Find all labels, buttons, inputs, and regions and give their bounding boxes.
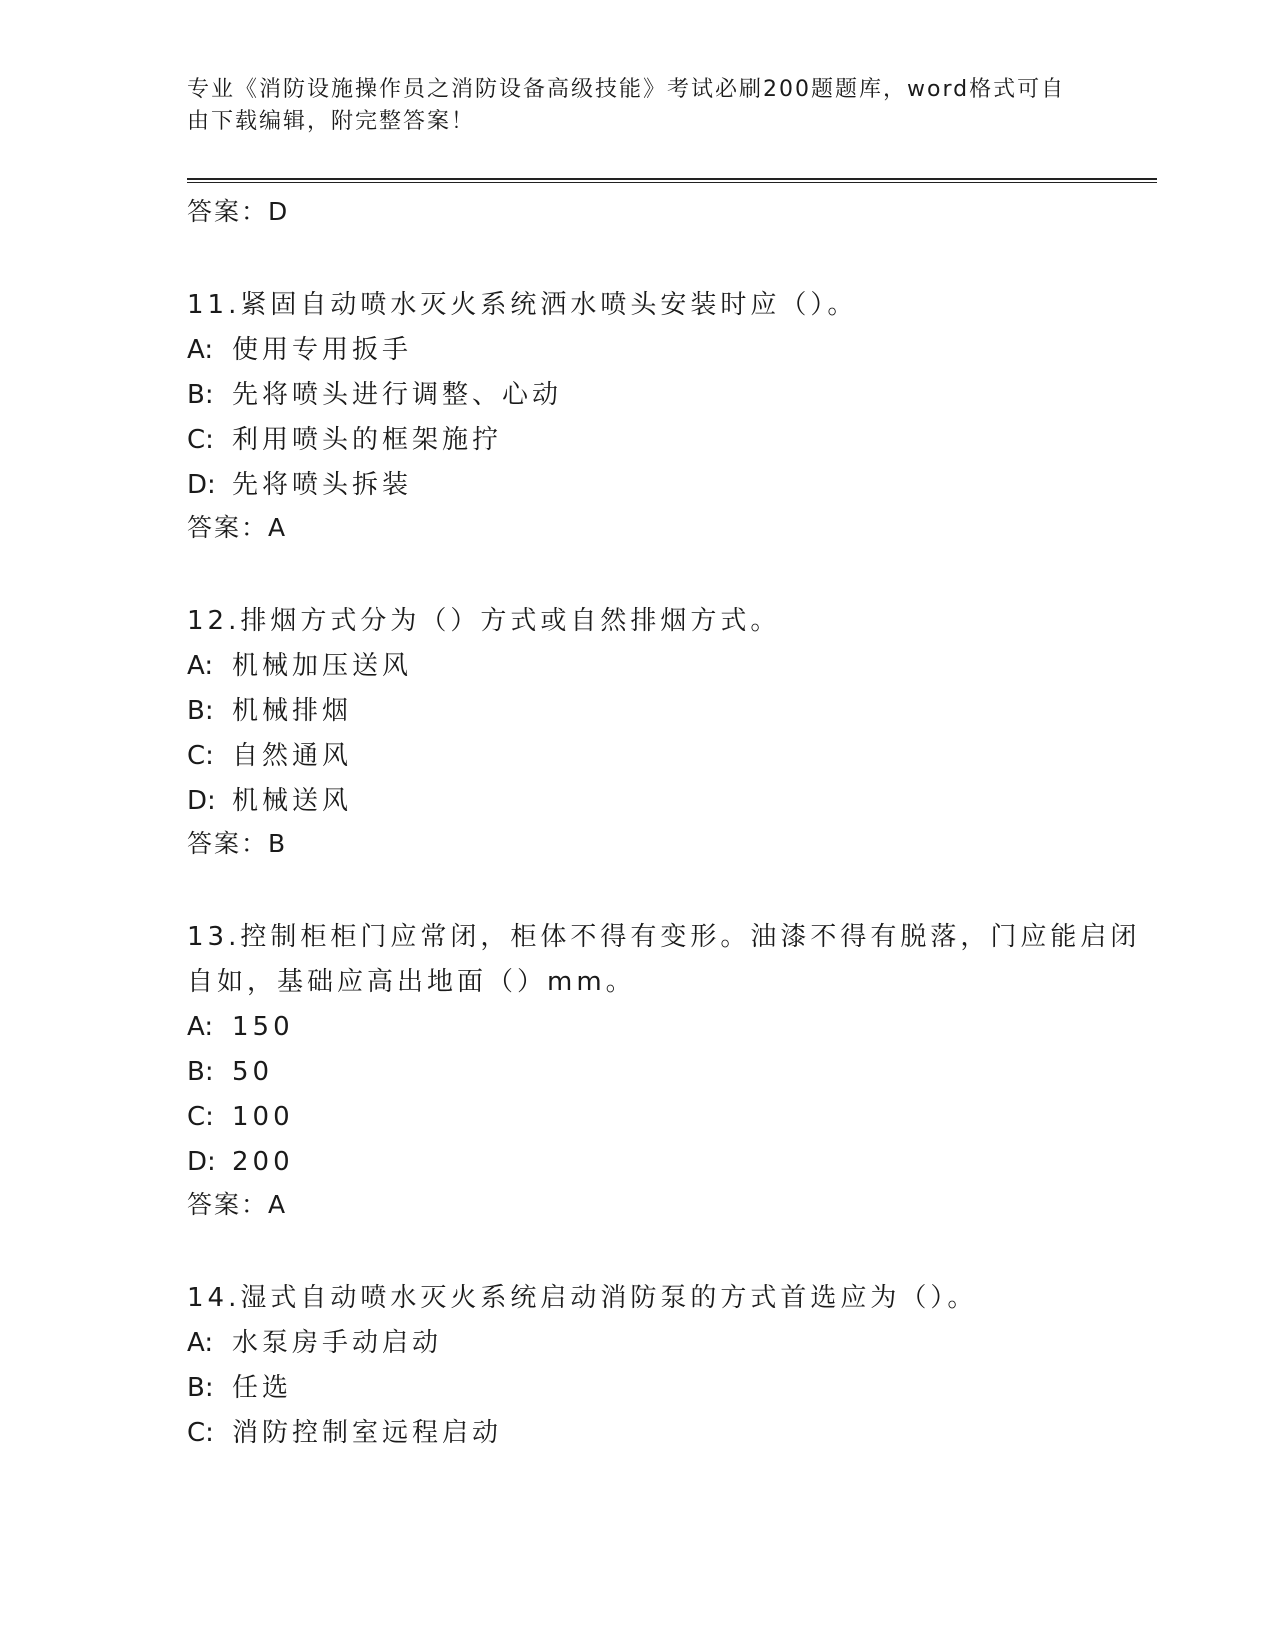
option-letter: D: (187, 470, 216, 500)
option-letter: D: (187, 786, 216, 816)
option-letter: D: (187, 1147, 216, 1177)
option-letter: B: (187, 1373, 214, 1403)
option-letter: A: (187, 1328, 214, 1358)
option-text: 机械加压送风 (232, 651, 413, 681)
question-item (187, 599, 1157, 864)
option-letter: A: (187, 651, 214, 681)
option-b (187, 689, 1157, 734)
option-text: 机械送风 (232, 786, 353, 816)
option-text: 自然通风 (232, 741, 353, 771)
option-letter: B: (187, 696, 214, 726)
option-text: 100 (232, 1102, 294, 1132)
option-b (187, 1366, 1157, 1411)
question-list (187, 192, 1157, 1456)
option-text: 使用专用扳手 (232, 335, 413, 365)
option-text: 消防控制室远程启动 (232, 1418, 503, 1448)
question-item (187, 1276, 1157, 1456)
option-letter: A: (187, 335, 214, 365)
answer-line: 答案：A (187, 513, 288, 542)
option-letter: C: (187, 1418, 214, 1448)
question-item (187, 283, 1157, 548)
answer-line: 答案：D (187, 197, 290, 226)
answer-line: 答案：B (187, 829, 288, 858)
option-text: 机械排烟 (232, 696, 353, 726)
option-letter: C: (187, 425, 214, 455)
option-text: 水泵房手动启动 (232, 1328, 443, 1358)
option-c (187, 1411, 1157, 1456)
question-stem: 11.紧固自动喷水灭火系统洒水喷头安装时应（）。 (187, 290, 858, 320)
question-item (187, 915, 1157, 1225)
question-stem: 12.排烟方式分为（）方式或自然排烟方式。 (187, 606, 781, 636)
option-a (187, 1321, 1157, 1366)
option-a (187, 1005, 1157, 1050)
option-letter: C: (187, 741, 214, 771)
option-b (187, 373, 1157, 418)
option-a (187, 328, 1157, 373)
question-stem: 14.湿式自动喷水灭火系统启动消防泵的方式首选应为（）。 (187, 1283, 978, 1313)
option-text: 50 (232, 1057, 274, 1087)
option-letter: A: (187, 1012, 214, 1042)
answer-line: 答案：A (187, 1190, 288, 1219)
option-text: 先将喷头进行调整、心动 (232, 380, 563, 410)
question-stem: 13.控制柜柜门应常闭，柜体不得有变形。油漆不得有脱落，门应能启闭自如，基础应高出地面（）mm。 (187, 922, 1141, 997)
document-header: 专业《消防设施操作员之消防设备高级技能》考试必刷200题题库，word格式可自由下载编辑，附完整答案！ (187, 77, 1066, 134)
option-letter: B: (187, 380, 214, 410)
option-d (187, 1140, 1157, 1185)
header-divider (187, 178, 1157, 183)
option-text: 利用喷头的框架施拧 (232, 425, 503, 455)
option-c (187, 1095, 1157, 1140)
option-text: 150 (232, 1012, 294, 1042)
option-text: 先将喷头拆装 (232, 470, 413, 500)
option-d (187, 463, 1157, 508)
option-b (187, 1050, 1157, 1095)
option-text: 任选 (232, 1373, 293, 1403)
option-a (187, 644, 1157, 689)
option-letter: C: (187, 1102, 214, 1132)
option-d (187, 779, 1157, 824)
option-c (187, 734, 1157, 779)
option-letter: B: (187, 1057, 214, 1087)
option-text: 200 (232, 1147, 294, 1177)
option-c (187, 418, 1157, 463)
